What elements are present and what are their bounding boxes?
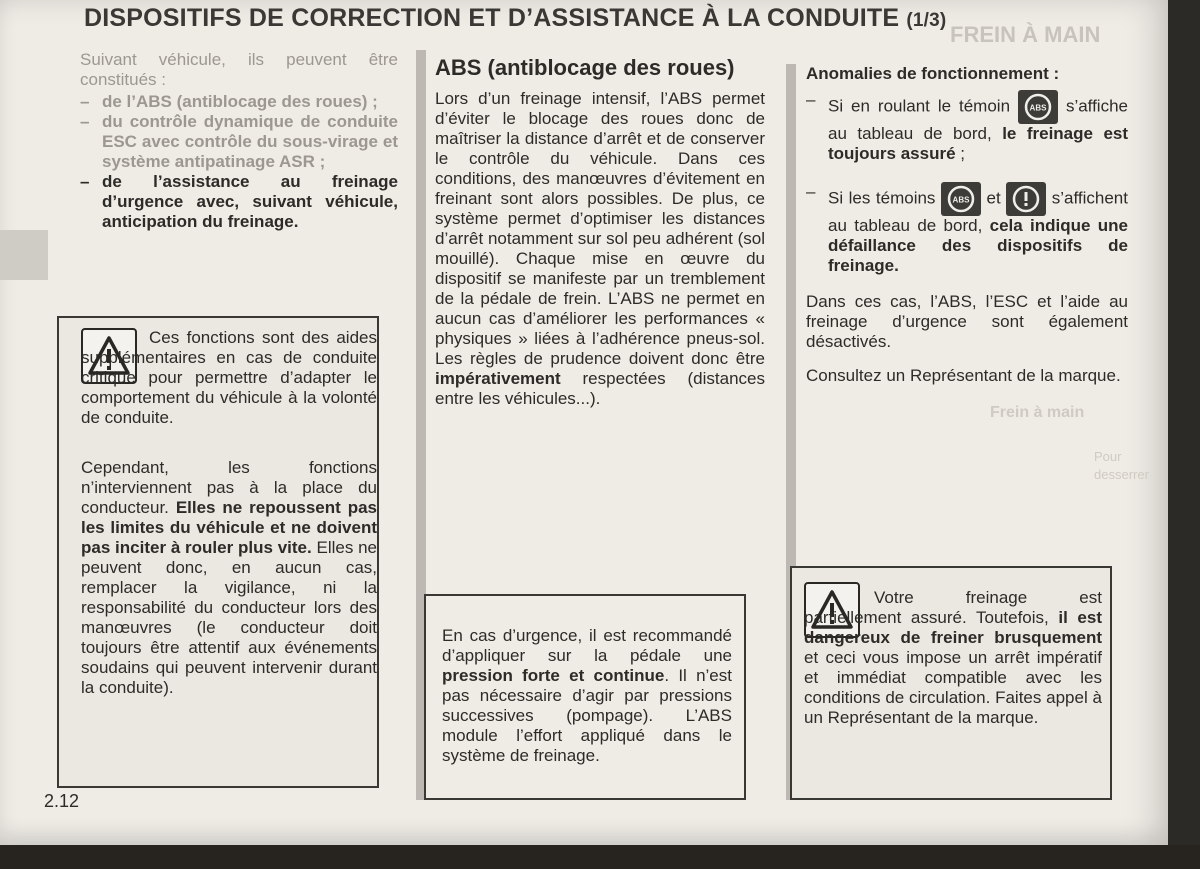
section-tab (0, 230, 48, 280)
info-text-end: . Il n’est pas nécessaire d’agir par pressions successives (pompage). L’ABS module l’effort appliqué dans le système de freinage. (442, 666, 732, 765)
page-title (84, 4, 947, 33)
info-text-start: En cas d’urgence, il est recommandé d’appliquer sur la pédale une (442, 626, 732, 665)
binding-edge (0, 845, 1200, 869)
right-warning-end: et ceci vous impose un arrêt impératif et immédiat compatible avec les conditions de circulation. Faites appel à un Représentant de la marque. (804, 648, 1102, 727)
bleed-through-heading: Frein à main (990, 404, 1085, 421)
anomaly-item-2 (806, 182, 1128, 276)
feature-list (80, 92, 398, 232)
list-item: – de l’ABS (antiblocage des roues) ; (80, 92, 398, 112)
anomalies-heading: Anomalies de fonctionnement : (806, 64, 1060, 83)
page-edge-shadow (1168, 0, 1200, 869)
anomaly2-text-bold: cela indique une défaillance des dispositifs de freinage. (828, 216, 1128, 275)
anomaly2-et: et (986, 188, 1001, 208)
intro-text: Suivant véhicule, ils peuvent être constitués : (80, 50, 398, 89)
warning-box-right (790, 566, 1112, 800)
info-text-bold: pression forte et continue (442, 666, 665, 685)
anomaly2-text-mid: s’affichent au tableau de bord, (828, 188, 1128, 235)
warning-p2-bold: Elles ne repoussent pas les limites du véhicule et ne doivent pas inciter à rouler plus vite. (81, 498, 377, 557)
abs-text-end: respectées (distances entre les véhicules...). (435, 369, 765, 408)
anomaly1-text-start: Si en roulant le témoin (828, 96, 1011, 116)
page-title-part: (1/3) (906, 10, 947, 31)
middle-column (435, 55, 765, 409)
abs-warning-lamp-icon (1018, 90, 1058, 124)
abs-warning-lamp-icon (941, 182, 981, 216)
right-warning-start: Votre freinage est partiellement assuré. Toutefois, (804, 588, 1102, 627)
page-title-text: DISPOSITIFS DE CORRECTION ET D’ASSISTANCE À LA CONDUITE (84, 4, 900, 32)
right-warning-bold: il est dangereux de freiner brusquement (804, 608, 1103, 647)
bleed-through-title: FREIN À MAIN (950, 22, 1101, 47)
anomaly2-text-start: Si les témoins (828, 188, 936, 208)
warning-p2-end: Elles ne peuvent donc, en aucun cas, remplacer la vigilance, ni la responsabilité du conducteur lors des manœuvres (le conducteur doit toujours être attentif aux événements soudains qui peuvent intervenir durant la conduite). (81, 538, 377, 697)
anomaly1-text-bold: le freinage est toujours assuré (828, 124, 1129, 163)
right-warning-text (804, 588, 1102, 728)
section-heading-abs: ABS (antiblocage des roues) (435, 55, 735, 80)
list-item: – du contrôle dynamique de conduite ESC avec contrôle du sous-virage et système antipatinage ASR ; (80, 112, 398, 172)
info-box-middle (424, 594, 746, 800)
warning-p2-start: Cependant, les fonctions n’interviennent pas à la place du conducteur. (81, 458, 377, 517)
anomalies-list (806, 90, 1128, 276)
warning-text-1 (81, 328, 377, 428)
abs-paragraph (435, 89, 765, 409)
brake-warning-lamp-icon (1006, 182, 1046, 216)
left-column (80, 50, 398, 232)
list-item: – de l’assistance au freinage d’urgence avec, suivant véhicule, anticipation du freinage. (80, 172, 398, 232)
right-column (806, 64, 1149, 482)
anomaly-item-1 (806, 90, 1128, 164)
warning-p1: Ces fonctions sont des aides supplémentaires en cas de conduite critique pour permettre d’adapter le comportement du véhicule à la volonté de conduite. (81, 328, 377, 427)
svg-text:ABS: ABS (952, 195, 970, 205)
deactivation-paragraph: Dans ces cas, l’ABS, l’ESC et l’aide au freinage d’urgence sont également désactivés. (806, 292, 1128, 351)
abs-text-bold: impérativement (435, 369, 561, 388)
anomaly1-text-mid: s’affiche au tableau de bord, (828, 96, 1128, 143)
page-number: 2.12 (44, 791, 80, 811)
svg-text:ABS: ABS (1029, 103, 1047, 113)
warning-text-2 (81, 458, 377, 698)
info-text (442, 626, 732, 766)
abs-text-start: Lors d’un freinage intensif, l’ABS permet d’éviter le blocage des roues donc de maîtriser la distance d’arrêt et de conserver le contrôle du véhicule. Dans ces conditions, des manœuvres d’évitement en freinant sont alors possibles. De plus, ce système permet d’optimiser les distances d’arrêt notamment sur sol peu adhérent (sol mouillé). Chaque mise en œuvre du dispositif se manifeste par un tremblement de la pédale de frein. L’ABS ne permet en aucun cas d’améliorer les performances « physiques » liées à l’adhérence pneus-sol. Les règles de prudence doivent donc être (435, 89, 765, 368)
consult-paragraph: Consultez un Représentant de la marque. (806, 366, 1121, 385)
bleed-through-sub: Pour desserrer (1094, 449, 1149, 482)
warning-box-left (57, 316, 379, 788)
anomaly1-text-end: ; (955, 144, 965, 163)
